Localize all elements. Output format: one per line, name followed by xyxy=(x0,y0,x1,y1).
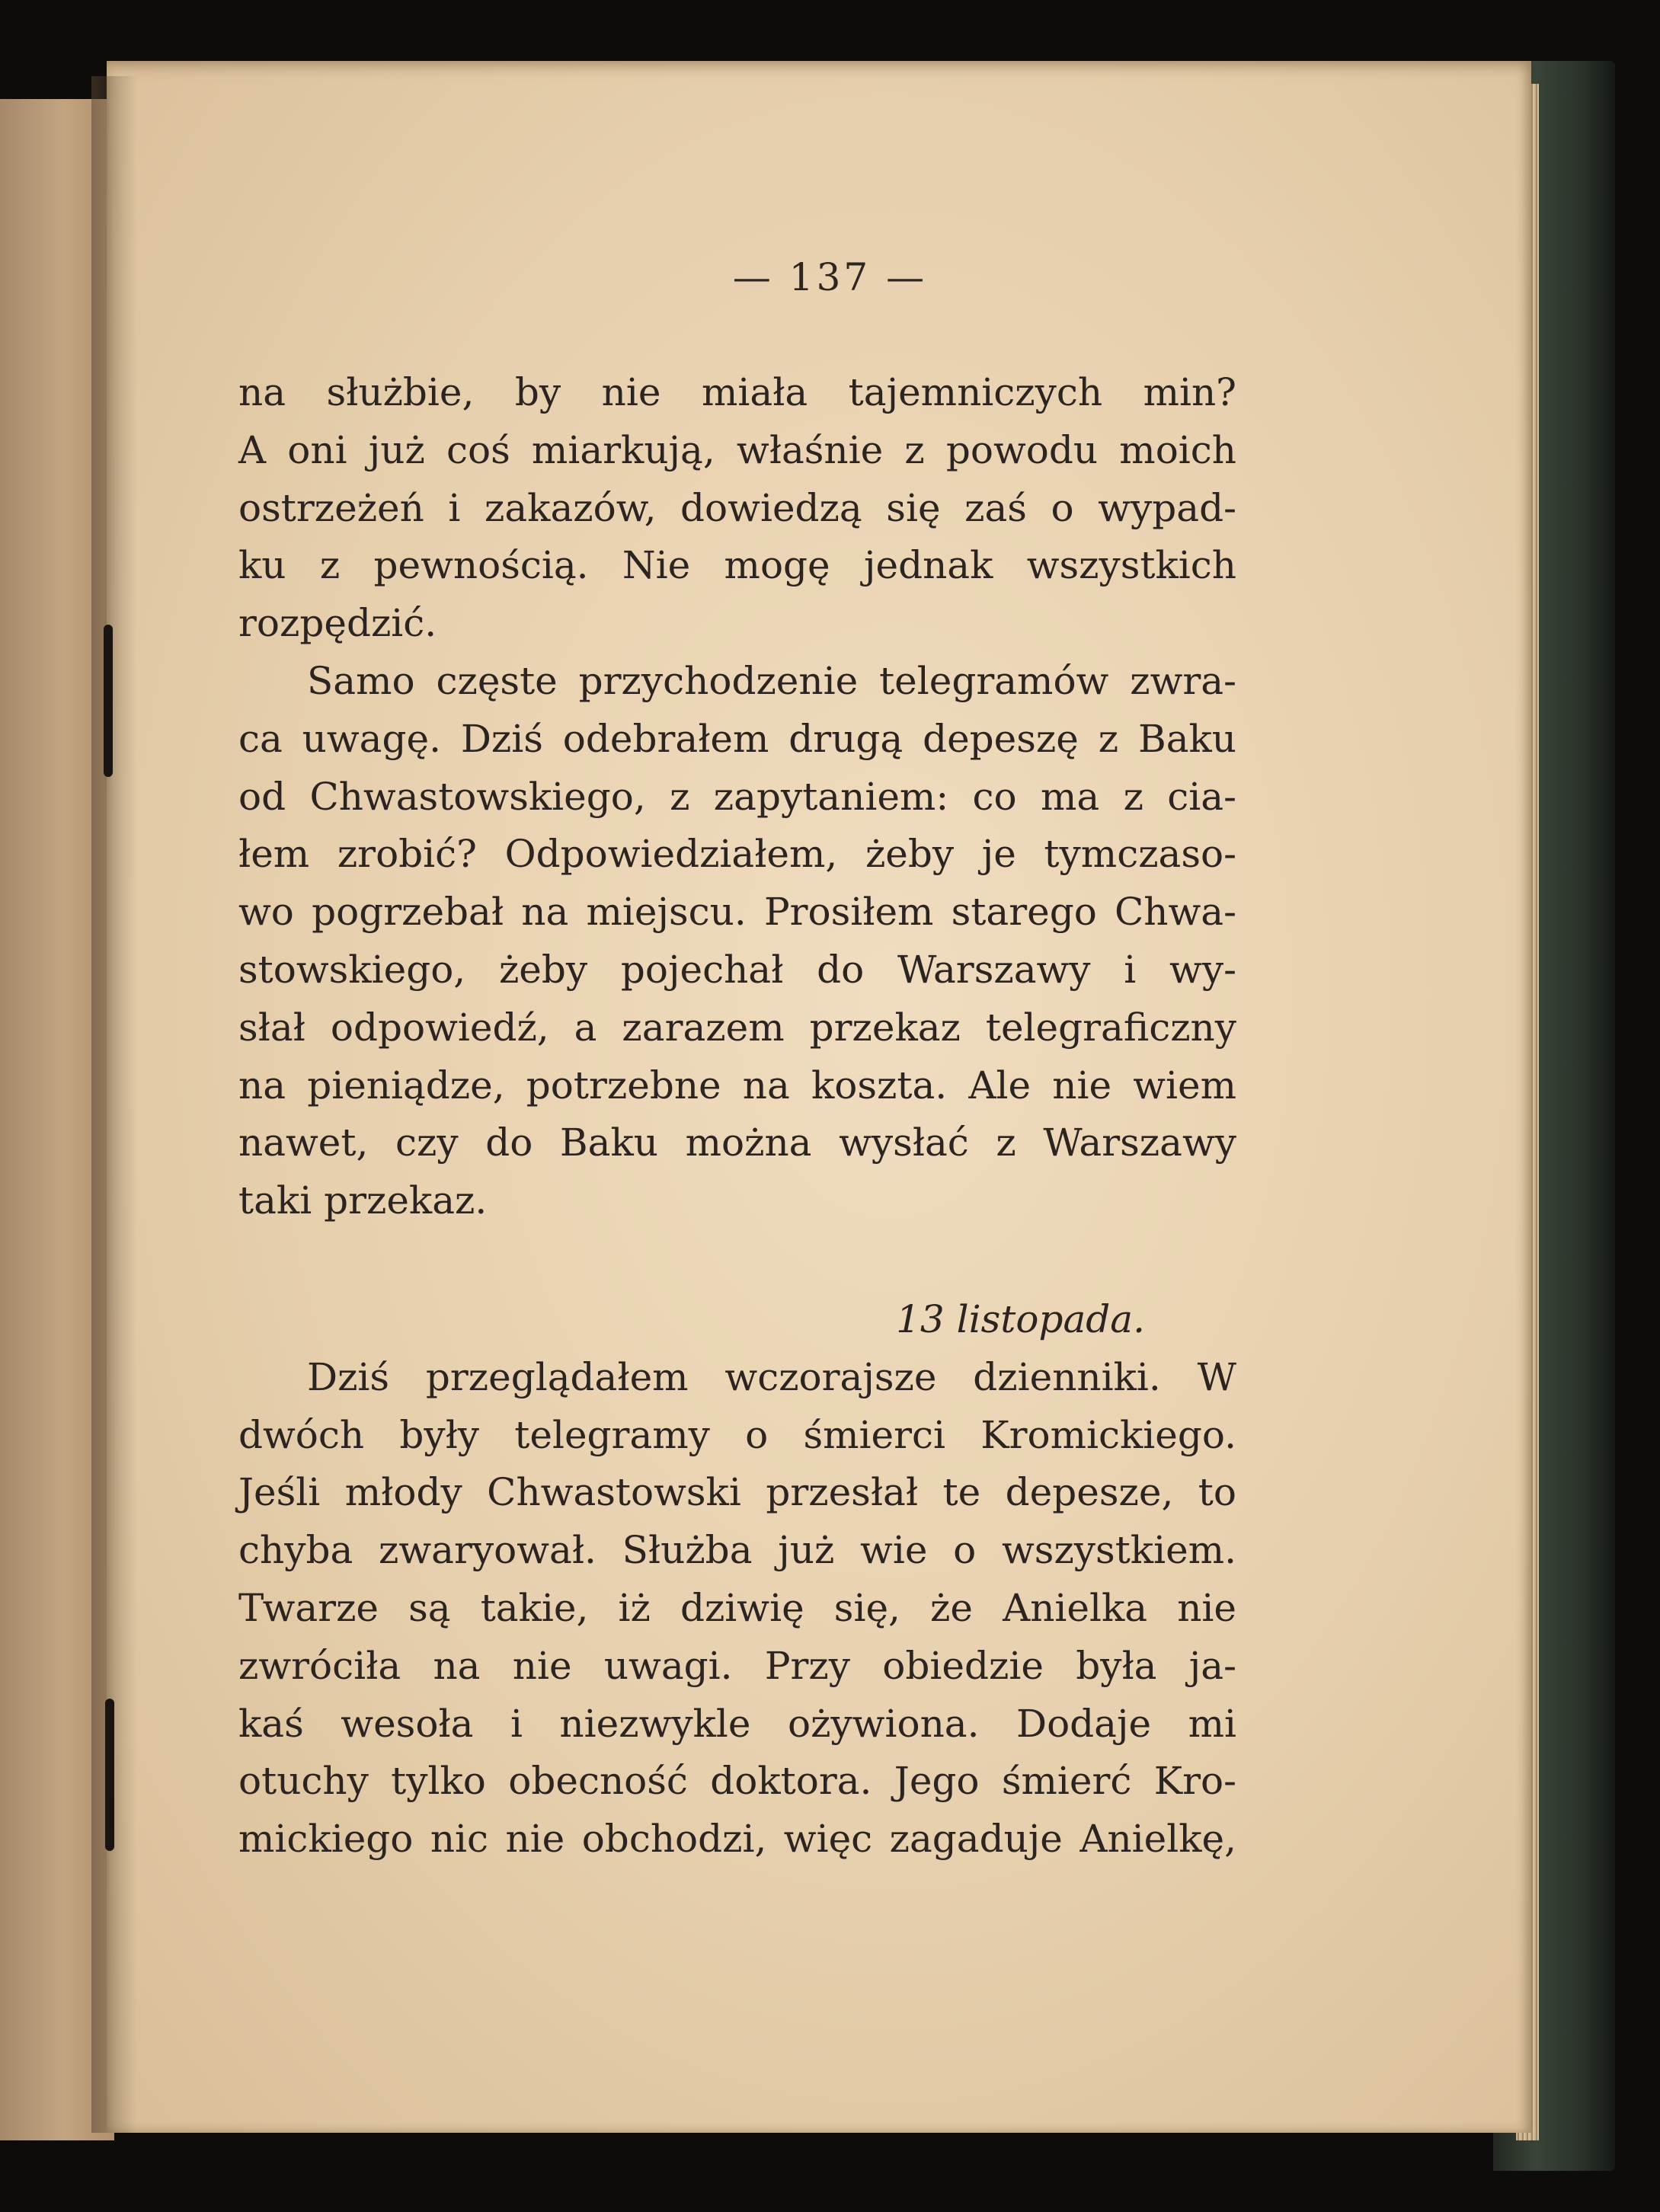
text-line: kaś wesoła i niezwykle ożywiona. Dodaje mi xyxy=(238,1701,1236,1746)
text-line: taki przekaz. xyxy=(238,1178,488,1223)
text-line: rozpędzić. xyxy=(238,601,437,646)
text-line: na służbie, by nie miała tajemniczych min? xyxy=(238,370,1236,414)
text-line: Samo częste przychodzenie telegramów zwra- xyxy=(307,658,1236,703)
page-body xyxy=(238,364,1236,1868)
text-line: na pieniądze, potrzebne na koszta. Ale nie wiem xyxy=(238,1063,1236,1108)
text-line: ostrzeżeń i zakazów, dowiedzą się zaś o wypad- xyxy=(238,485,1236,530)
text-line: Twarze są takie, iż dziwię się, że Anielka nie xyxy=(238,1585,1236,1630)
date-heading: 13 listopada. xyxy=(896,1296,1145,1341)
page-number: — 137 — xyxy=(732,255,928,299)
binding-stitch-bottom xyxy=(105,1699,114,1851)
text-line: Dziś przeglądałem wczorajsze dzienniki. W xyxy=(307,1354,1236,1399)
text-line: A oni już coś miarkują, właśnie z powodu moich xyxy=(238,427,1236,472)
binding-stitch-top xyxy=(104,625,113,777)
text-line: łem zrobić? Odpowiedziałem, żeby je tymczaso- xyxy=(238,832,1236,877)
text-line: Jeśli młody Chwastowski przesłał te depesze, to xyxy=(238,1470,1236,1515)
text-line: ca uwagę. Dziś odebrałem drugą depeszę z Baku xyxy=(238,716,1236,761)
binding-gutter xyxy=(91,76,137,2133)
text-line: wo pogrzebał na miejscu. Prosiłem starego Chwa- xyxy=(238,890,1236,935)
text-line: zwróciła na nie uwagi. Przy obiedzie była ja- xyxy=(238,1643,1236,1688)
text-line: mickiego nic nie obchodzi, więc zagaduje Anielkę, xyxy=(238,1817,1236,1862)
text-line: stowskiego, żeby pojechał do Warszawy i wy- xyxy=(238,947,1236,992)
text-line: od Chwastowskiego, z zapytaniem: co ma z cia- xyxy=(238,774,1236,819)
text-line: ku z pewnością. Nie mogę jednak wszystkich xyxy=(238,543,1236,588)
text-line: chyba zwaryował. Służba już wie o wszystkiem. xyxy=(238,1528,1236,1573)
text-line: słał odpowiedź, a zarazem przekaz telegraficzny xyxy=(238,1005,1236,1050)
text-line: otuchy tylko obecność doktora. Jego śmierć Kro- xyxy=(238,1759,1236,1804)
text-line: nawet, czy do Baku można wysłać z Warszawy xyxy=(238,1120,1236,1165)
text-line: dwóch były telegramy o śmierci Kromickiego. xyxy=(238,1412,1236,1457)
